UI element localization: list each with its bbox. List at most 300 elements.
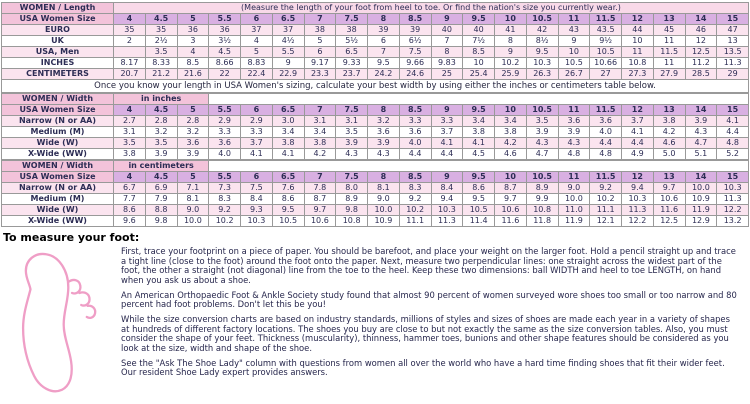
cell-value: 4.0 [590, 127, 622, 138]
cell-value: 4.3 [336, 149, 368, 160]
cell-value [114, 47, 146, 58]
measure-instructions [119, 245, 749, 383]
cell-value: 2½ [145, 36, 177, 47]
cell-value: 39 [399, 25, 431, 36]
cell-value: 4.4 [431, 149, 463, 160]
cell-value: 6.5 [336, 47, 368, 58]
cell-value: 3.1 [304, 116, 336, 127]
cell-value: 3.6 [177, 138, 209, 149]
cell-value: 11.2 [685, 58, 717, 69]
cell-value: 22 [209, 69, 241, 80]
cell-value: 12.1 [590, 216, 622, 227]
paragraph-ask-shoe-lady: See the "Ask The Shoe Lady" column with questions from women all over the world who have a hard time finding shoes that fit their wider feet. Our resident Shoe Lady expert provides answers. [121, 357, 725, 378]
cell-value: 3.4 [304, 127, 336, 138]
cell-value: 7.1 [177, 183, 209, 194]
table-header-row [2, 161, 749, 172]
usa-size-value: 10 [495, 105, 527, 116]
cell-value: 3.4 [495, 116, 527, 127]
usa-size-value: 9 [431, 172, 463, 183]
cell-value: 11.6 [653, 205, 685, 216]
cell-value: 37 [241, 25, 273, 36]
cell-value: 4.1 [463, 138, 495, 149]
cell-value: 42 [526, 25, 558, 36]
cell-value: 43.5 [590, 25, 622, 36]
cell-value: 3.9 [558, 127, 590, 138]
measure-foot-heading: To measure your foot: [3, 231, 140, 244]
cell-value: 2.9 [241, 116, 273, 127]
cell-value: 7½ [463, 36, 495, 47]
usa-size-value: 14 [685, 14, 717, 25]
table-header-row [2, 3, 749, 14]
usa-size-value: 14 [685, 172, 717, 183]
cell-value: 5.1 [685, 149, 717, 160]
cell-value: 9.0 [558, 183, 590, 194]
usa-size-value: 15 [717, 14, 749, 25]
cell-value: 8.4 [241, 194, 273, 205]
cell-value: 13.5 [717, 47, 749, 58]
cell-value: 4.4 [399, 149, 431, 160]
cell-value: 3.1 [336, 116, 368, 127]
usa-size-value: 14 [685, 105, 717, 116]
cell-value: 9 [495, 47, 527, 58]
cell-value: 9 [272, 58, 304, 69]
cell-value: 2.9 [209, 116, 241, 127]
size-header-row [2, 105, 749, 116]
cell-value: 10.2 [209, 216, 241, 227]
cell-value: 6 [368, 36, 400, 47]
cell-value: 4.2 [495, 138, 527, 149]
table-title: WOMEN / Length [2, 3, 114, 14]
cell-value: 9.5 [463, 194, 495, 205]
cell-value: 10.9 [368, 216, 400, 227]
cell-value: 10.5 [272, 216, 304, 227]
row-label: Narrow (N or AA) [2, 116, 114, 127]
usa-size-value: 11 [558, 105, 590, 116]
size-header-row [2, 172, 749, 183]
cell-value: 8 [495, 36, 527, 47]
usa-size-value: 4 [114, 14, 146, 25]
cell-value: 3.5 [145, 138, 177, 149]
cell-value: 12.9 [685, 216, 717, 227]
table-row [2, 58, 749, 69]
cell-value: 7.8 [304, 183, 336, 194]
cell-value: 3.8 [495, 127, 527, 138]
usa-size-value: 6 [241, 105, 273, 116]
cell-value: 8.7 [495, 183, 527, 194]
cell-value: 13 [717, 36, 749, 47]
usa-size-value: 12 [622, 105, 654, 116]
cell-value: 10.2 [495, 58, 527, 69]
cell-value: 28.5 [685, 69, 717, 80]
cell-value: 2.8 [177, 116, 209, 127]
usa-size-value: 10.5 [526, 172, 558, 183]
cell-value: 3.6 [399, 127, 431, 138]
cell-value: 21.2 [145, 69, 177, 80]
cell-value: 9.5 [526, 47, 558, 58]
cell-value: 10.8 [526, 205, 558, 216]
cell-value: 4.1 [622, 127, 654, 138]
cell-value: 9 [558, 36, 590, 47]
cell-value: 12.2 [717, 205, 749, 216]
cell-value: 24.6 [399, 69, 431, 80]
cell-value: 3.9 [368, 138, 400, 149]
cell-value: 12 [685, 36, 717, 47]
cell-value: 3.8 [272, 138, 304, 149]
usa-size-value: 9 [431, 14, 463, 25]
cell-value: 3.6 [368, 127, 400, 138]
usa-size-value: 4 [114, 172, 146, 183]
usa-size-value: 7 [304, 14, 336, 25]
usa-size-value: 9.5 [463, 14, 495, 25]
cell-value: 4.3 [368, 149, 400, 160]
cell-value: 5 [241, 47, 273, 58]
cell-value: 4.6 [653, 138, 685, 149]
measure-foot-section [1, 245, 749, 400]
row-label: X-Wide (WW) [2, 216, 114, 227]
cell-value: 12.2 [622, 216, 654, 227]
cell-value: 9.0 [177, 205, 209, 216]
cell-value: 3.2 [145, 127, 177, 138]
cell-value: 10.6 [653, 194, 685, 205]
cell-value: 5½ [336, 36, 368, 47]
usa-size-value: 6.5 [272, 14, 304, 25]
usa-size-value: 8 [368, 14, 400, 25]
cell-value: 9.4 [431, 194, 463, 205]
usa-size-value: 7.5 [336, 172, 368, 183]
cell-value: 8.5 [177, 58, 209, 69]
cell-value: 8.5 [463, 47, 495, 58]
table-row [2, 116, 749, 127]
cell-value: 3.8 [304, 138, 336, 149]
cell-value: 12.5 [685, 47, 717, 58]
usa-size-value: 11.5 [590, 14, 622, 25]
length-table-container [1, 2, 749, 80]
table-women-width-inches [1, 93, 749, 160]
cell-value: 8 [431, 47, 463, 58]
cell-value: 4.8 [558, 149, 590, 160]
cell-value: 11.1 [399, 216, 431, 227]
cell-value: 11.1 [590, 205, 622, 216]
cell-value: 10 [558, 47, 590, 58]
table-row [2, 205, 749, 216]
cell-value: 10.3 [526, 58, 558, 69]
row-label: Narrow (N or AA) [2, 183, 114, 194]
cell-value: 5 [304, 36, 336, 47]
cell-value: 8.1 [368, 183, 400, 194]
cell-value: 6 [304, 47, 336, 58]
cell-value: 2.7 [114, 116, 146, 127]
cell-value: 7.5 [399, 47, 431, 58]
cell-value: 45 [653, 25, 685, 36]
cell-value: 4.5 [463, 149, 495, 160]
cell-value: 8.83 [241, 58, 273, 69]
cell-value: 38 [336, 25, 368, 36]
usa-size-value: 10 [495, 14, 527, 25]
cell-value: 11 [653, 58, 685, 69]
cell-value: 3.3 [399, 116, 431, 127]
cell-value: 9.5 [272, 205, 304, 216]
table-women-width-centimeters [1, 160, 749, 227]
cell-value: 8.6 [272, 194, 304, 205]
table-title: WOMEN / Width [2, 161, 114, 172]
cell-value: 9.83 [431, 58, 463, 69]
table-women-length [1, 2, 749, 80]
table-header-filler [209, 94, 749, 105]
cell-value: 8.9 [336, 194, 368, 205]
usa-size-value: 9.5 [463, 105, 495, 116]
cell-value: 11.0 [558, 205, 590, 216]
cell-value: 27.9 [653, 69, 685, 80]
cell-value: 4.3 [558, 138, 590, 149]
usa-size-value: 7 [304, 172, 336, 183]
cell-value: 35 [145, 25, 177, 36]
table-header-row [2, 94, 749, 105]
width-centimeters-table-container [1, 160, 749, 227]
cell-value: 8.0 [336, 183, 368, 194]
cell-value: 8.9 [526, 183, 558, 194]
cell-value: 10.5 [463, 205, 495, 216]
usa-size-value: 6.5 [272, 172, 304, 183]
cell-value: 43 [558, 25, 590, 36]
usa-size-value: 5.5 [209, 105, 241, 116]
cell-value: 11.5 [653, 47, 685, 58]
cell-value: 11 [622, 47, 654, 58]
row-label: Wide (W) [2, 138, 114, 149]
cell-value: 10.2 [590, 194, 622, 205]
table-row [2, 47, 749, 58]
cell-value: 40 [463, 25, 495, 36]
cell-value: 9.2 [209, 205, 241, 216]
cell-value: 36 [177, 25, 209, 36]
cell-value: 8.33 [145, 58, 177, 69]
cell-value: 40 [431, 25, 463, 36]
cell-value: 9.8 [336, 205, 368, 216]
usa-size-value: 13 [653, 105, 685, 116]
size-row-label: USA Women Size [2, 105, 114, 116]
usa-size-value: 10.5 [526, 14, 558, 25]
cell-value: 22.9 [272, 69, 304, 80]
table-subtitle: in centimeters [114, 161, 209, 172]
usa-size-value: 5.5 [209, 172, 241, 183]
cell-value: 10.6 [304, 216, 336, 227]
usa-size-value: 6 [241, 172, 273, 183]
usa-size-value: 5.5 [209, 14, 241, 25]
cell-value: 23.3 [304, 69, 336, 80]
cell-value: 9.7 [304, 205, 336, 216]
cell-value: 8.8 [145, 205, 177, 216]
cell-value: 9.7 [495, 194, 527, 205]
cell-value: 35 [114, 25, 146, 36]
cell-value: 10.3 [241, 216, 273, 227]
cell-value: 9.0 [368, 194, 400, 205]
cell-value: 44 [622, 25, 654, 36]
usa-size-value: 13 [653, 172, 685, 183]
cell-value: 3.3 [209, 127, 241, 138]
cell-value: 3.8 [114, 149, 146, 160]
cell-value: 3.3 [241, 127, 273, 138]
usa-size-value: 9 [431, 105, 463, 116]
width-instruction-note: Once you know your length in USA Women's sizing, calculate your best width by using either the inches or centimeters table below. [1, 80, 749, 93]
table-row [2, 138, 749, 149]
cell-value: 8.17 [114, 58, 146, 69]
cell-value: 10 [463, 58, 495, 69]
cell-value: 10.3 [622, 194, 654, 205]
usa-size-value: 6.5 [272, 105, 304, 116]
usa-size-value: 7.5 [336, 105, 368, 116]
row-label: CENTIMETERS [2, 69, 114, 80]
cell-value: 4.0 [399, 138, 431, 149]
cell-value: 29 [717, 69, 749, 80]
cell-value: 7.7 [114, 194, 146, 205]
cell-value: 2.8 [145, 116, 177, 127]
cell-value: 37 [272, 25, 304, 36]
usa-size-value: 5 [177, 172, 209, 183]
row-label: Medium (M) [2, 127, 114, 138]
row-label: UK [2, 36, 114, 47]
cell-value: 3.2 [177, 127, 209, 138]
cell-value: 7 [368, 47, 400, 58]
usa-size-value: 8 [368, 172, 400, 183]
cell-value: 3.7 [241, 138, 273, 149]
size-row-label: USA Women Size [2, 14, 114, 25]
cell-value: 36 [209, 25, 241, 36]
usa-size-value: 12 [622, 172, 654, 183]
cell-value: 8.3 [399, 183, 431, 194]
foot-outline-icon [1, 245, 119, 400]
cell-value: 11.3 [622, 205, 654, 216]
cell-value: 9.4 [622, 183, 654, 194]
table-row [2, 127, 749, 138]
cell-value: 4.2 [653, 127, 685, 138]
cell-value: 3.9 [685, 116, 717, 127]
cell-value: 3.5 [145, 47, 177, 58]
usa-size-value: 6 [241, 14, 273, 25]
cell-value: 8.66 [209, 58, 241, 69]
cell-value: 4.2 [304, 149, 336, 160]
row-label: Medium (M) [2, 194, 114, 205]
table-row [2, 69, 749, 80]
size-tables-region [1, 2, 749, 227]
cell-value: 4.0 [209, 149, 241, 160]
cell-value: 5.2 [717, 149, 749, 160]
table-row [2, 25, 749, 36]
table-row [2, 183, 749, 194]
usa-size-value: 11 [558, 14, 590, 25]
cell-value: 8.7 [304, 194, 336, 205]
cell-value: 7.5 [241, 183, 273, 194]
cell-value: 4.8 [717, 138, 749, 149]
row-label: INCHES [2, 58, 114, 69]
cell-value: 26.7 [558, 69, 590, 80]
cell-value: 4.1 [431, 138, 463, 149]
cell-value: 11.4 [463, 216, 495, 227]
cell-value: 25.9 [495, 69, 527, 80]
cell-value: 3½ [209, 36, 241, 47]
cell-value: 11.3 [717, 194, 749, 205]
cell-value: 9.33 [336, 58, 368, 69]
row-label: USA, Men [2, 47, 114, 58]
cell-value: 11 [653, 36, 685, 47]
cell-value: 11.8 [526, 216, 558, 227]
cell-value: 4.6 [495, 149, 527, 160]
cell-value: 10.6 [495, 205, 527, 216]
usa-size-value: 8.5 [399, 105, 431, 116]
cell-value: 11.9 [558, 216, 590, 227]
size-header-row [2, 14, 749, 25]
cell-value: 11.9 [685, 205, 717, 216]
cell-value: 6½ [399, 36, 431, 47]
usa-size-value: 13 [653, 14, 685, 25]
cell-value: 4½ [272, 36, 304, 47]
cell-value: 9.2 [399, 194, 431, 205]
cell-value: 12.5 [653, 216, 685, 227]
usa-size-value: 8.5 [399, 172, 431, 183]
table-subtitle: in inches [114, 94, 209, 105]
usa-size-value: 7 [304, 105, 336, 116]
table-title: WOMEN / Width [2, 94, 114, 105]
cell-value: 3.5 [336, 127, 368, 138]
cell-value: 4.5 [209, 47, 241, 58]
usa-size-value: 10.5 [526, 105, 558, 116]
cell-value: 9.9 [526, 194, 558, 205]
cell-value: 3.5 [114, 138, 146, 149]
cell-value: 9.6 [114, 216, 146, 227]
cell-value: 8.6 [114, 205, 146, 216]
usa-size-value: 15 [717, 105, 749, 116]
cell-value: 46 [685, 25, 717, 36]
cell-value: 3.0 [272, 116, 304, 127]
cell-value: 3.6 [209, 138, 241, 149]
cell-value: 20.7 [114, 69, 146, 80]
row-label: X-Wide (WW) [2, 149, 114, 160]
cell-value: 10.0 [368, 205, 400, 216]
usa-size-value: 10 [495, 172, 527, 183]
cell-value: 8.4 [431, 183, 463, 194]
usa-size-value: 15 [717, 172, 749, 183]
usa-size-value: 4.5 [145, 105, 177, 116]
cell-value: 10.66 [590, 58, 622, 69]
cell-value: 5.0 [653, 149, 685, 160]
cell-value: 10.5 [558, 58, 590, 69]
cell-value: 10.0 [558, 194, 590, 205]
cell-value: 3.1 [114, 127, 146, 138]
cell-value: 3.6 [590, 116, 622, 127]
cell-value: 7.6 [272, 183, 304, 194]
cell-value: 10.8 [336, 216, 368, 227]
usa-size-value: 4.5 [145, 172, 177, 183]
cell-value: 4 [177, 47, 209, 58]
usa-size-value: 8 [368, 105, 400, 116]
cell-value: 13.2 [717, 216, 749, 227]
cell-value: 9½ [590, 36, 622, 47]
usa-size-value: 4 [114, 105, 146, 116]
cell-value: 4.9 [622, 149, 654, 160]
cell-value: 10.2 [399, 205, 431, 216]
table-subtitle: (Measure the length of your foot from heel to toe. Or find the nation's size you currently wear.) [114, 3, 749, 14]
cell-value: 10.0 [177, 216, 209, 227]
cell-value: 7 [431, 36, 463, 47]
cell-value: 3.8 [653, 116, 685, 127]
cell-value: 22.4 [241, 69, 273, 80]
cell-value: 2 [114, 36, 146, 47]
cell-value: 3.7 [431, 127, 463, 138]
table-row [2, 194, 749, 205]
cell-value: 41 [495, 25, 527, 36]
row-label: Wide (W) [2, 205, 114, 216]
table-row [2, 149, 749, 160]
cell-value: 10.8 [622, 58, 654, 69]
cell-value: 3.9 [145, 149, 177, 160]
